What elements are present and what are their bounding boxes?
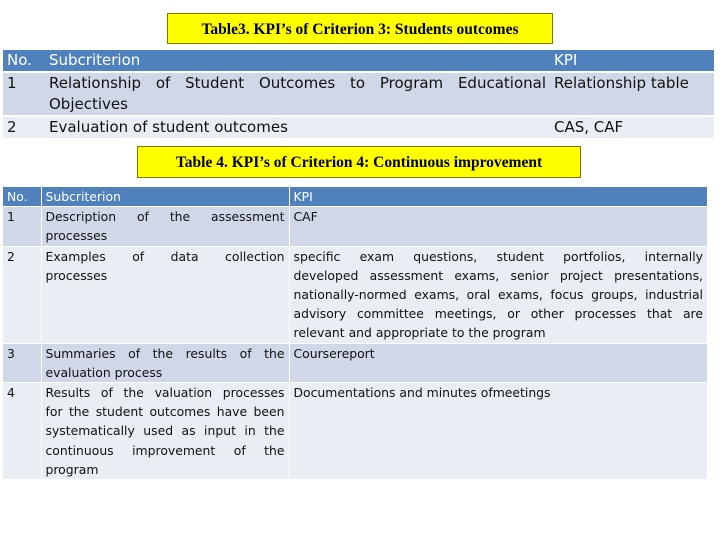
table4-caption: Table 4. KPI’s of Criterion 4: Continuous improvement: [137, 146, 581, 178]
subcriterion-text: Objectives: [49, 95, 128, 113]
subcriterion-cell: [41, 383, 289, 480]
header-no: No.: [3, 187, 41, 207]
table-row: [3, 72, 714, 116]
table-row: [3, 343, 707, 382]
kpi-text: CAF: [293, 209, 318, 225]
row-number: 1: [3, 72, 45, 116]
kpi-cell: [289, 343, 707, 382]
kpi-table-criterion-3: [3, 48, 714, 138]
subcriterion-text: Examples of data collection: [45, 248, 285, 264]
subcriterion-text: for the student outcomes have been: [45, 404, 285, 420]
header-no: No.: [3, 49, 45, 72]
subcriterion-text: processes: [45, 267, 108, 283]
subcriterion-text: program: [45, 461, 99, 477]
row-number: 2: [3, 116, 45, 138]
table-header-row: [3, 187, 707, 207]
header-subcriterion: Subcriterion: [45, 49, 550, 72]
subcriterion-cell: [41, 207, 289, 246]
header-kpi: KPI: [550, 49, 714, 72]
subcriterion-text: Summaries of the results of the: [45, 345, 285, 361]
table-row: [3, 116, 714, 138]
subcriterion-text: continuous improvement of the: [45, 442, 285, 458]
subcriterion-text: evaluation process: [45, 364, 163, 380]
table-row: [3, 207, 707, 246]
kpi-text: relevant and appropriate to the program: [293, 325, 546, 341]
kpi-text: advisory committee meetings, or other processes that are: [293, 306, 703, 322]
subcriterion-text: Description of the assessment: [45, 209, 285, 225]
kpi-cell: [289, 207, 707, 246]
kpi-cell: [289, 246, 707, 343]
kpi-text: Documentations and minutes ofmeetings: [293, 385, 551, 401]
kpi-text: nationally-normed exams, oral exams, focus groups, industrial: [293, 287, 703, 303]
subcriterion-cell: Evaluation of student outcomes: [45, 116, 550, 138]
row-number: 4: [3, 383, 41, 480]
row-number: 2: [3, 246, 41, 343]
kpi-cell: CAS, CAF: [550, 116, 714, 138]
kpi-cell: Relationship table: [550, 72, 714, 116]
table3-caption: Table3. KPI’s of Criterion 3: Students outcomes: [167, 13, 553, 44]
row-number: 3: [3, 343, 41, 382]
subcriterion-cell: [45, 72, 550, 116]
table-row: [3, 246, 707, 343]
table-header-row: [3, 49, 714, 72]
kpi-text: developed assessment exams, senior project presentations,: [293, 267, 703, 283]
subcriterion-cell: [41, 246, 289, 343]
kpi-text: Coursereport: [293, 345, 375, 361]
kpi-table-criterion-4: [3, 186, 707, 479]
row-number: 1: [3, 207, 41, 246]
kpi-cell: [289, 383, 707, 480]
header-subcriterion: Subcriterion: [41, 187, 289, 207]
subcriterion-text: processes: [45, 228, 108, 244]
subcriterion-text: Relationship of Student Outcomes to Program Educational: [49, 74, 546, 92]
subcriterion-text: Results of the valuation processes: [45, 385, 285, 401]
kpi-text: specific exam questions, student portfolios, internally: [293, 248, 703, 264]
subcriterion-text: systematically used as input in the: [45, 423, 285, 439]
header-kpi: KPI: [289, 187, 707, 207]
table-row: [3, 383, 707, 480]
subcriterion-cell: [41, 343, 289, 382]
